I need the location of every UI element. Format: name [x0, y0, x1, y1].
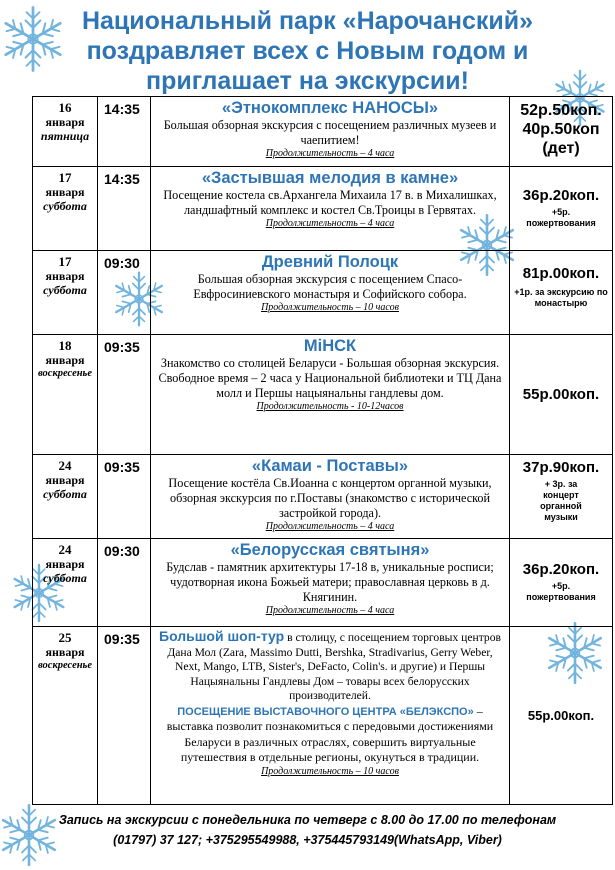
tour-duration: Продолжительность – 10 часов — [261, 302, 399, 313]
time-cell: 14:35 — [98, 97, 151, 167]
table-row — [33, 627, 613, 805]
date-weekday: воскресенье — [37, 368, 93, 379]
price-cell — [510, 251, 613, 335]
price-value: 37р.90коп. — [522, 459, 600, 476]
description-cell — [151, 335, 510, 455]
time-cell: 09:35 — [98, 335, 151, 455]
date-weekday: воскресенье — [37, 660, 93, 671]
price-note: + 3р. за концерт органной музыки — [540, 479, 582, 522]
title-line-3: приглашает на экскурсии! — [146, 67, 469, 95]
table-row — [33, 167, 613, 251]
price-value: (дет) — [542, 140, 580, 157]
date-cell — [33, 539, 98, 627]
expo-description: – выставка позволит познакомиться с передовыми достижениями Беларуси в различных отраслях, совершить виртуальные путешествия в отдельные регионы, окунуться в традиции. — [166, 703, 494, 764]
price-note: +5р. пожертвования — [526, 207, 596, 228]
tour-description: Большая обзорная экскурсия с посещением Спасо-Евфросиниевского монастыря и Софийского собора. — [193, 272, 467, 301]
date-weekday: суббота — [43, 571, 87, 585]
price-value: 55р.00коп. — [527, 707, 595, 723]
tour-title: Большой шоп-тур — [159, 628, 285, 644]
price-cell — [510, 335, 613, 455]
time-cell: 09:30 — [98, 539, 151, 627]
date-month: января — [45, 115, 85, 129]
title-line-1: Национальный парк «Нарочанский» — [81, 7, 534, 35]
tour-title: МіНСК — [303, 337, 357, 355]
date-cell — [33, 627, 98, 805]
tour-title: «Камаи - Поставы» — [251, 457, 409, 475]
price-value: 55р.00коп. — [522, 385, 600, 403]
tour-duration: Продолжительность – 4 часа — [265, 605, 395, 616]
time-cell: 09:35 — [98, 455, 151, 539]
date-day: 16 — [58, 100, 72, 115]
date-day: 25 — [58, 630, 72, 645]
date-weekday: пятница — [40, 129, 90, 143]
price-cell — [510, 167, 613, 251]
date-cell — [33, 251, 98, 335]
price-cell — [510, 455, 613, 539]
footer-line-1: Запись на экскурсии с понедельника по четверг с 8.00 до 17.00 по телефонам — [58, 813, 557, 827]
date-day: 24 — [58, 542, 72, 557]
price-value: 40р.50коп — [522, 121, 600, 138]
date-weekday: суббота — [43, 283, 87, 297]
date-month: января — [45, 557, 85, 571]
date-weekday: суббота — [43, 487, 87, 501]
footer-phones: (01797) 37 127; +375295549988, +375445793149(WhatsApp, Viber) — [113, 833, 502, 847]
price-value: 52р.50коп. — [520, 102, 602, 119]
date-day: 17 — [58, 170, 72, 185]
tour-title: «Белорусская святыня» — [230, 541, 430, 559]
tour-description: Знакомство со столицей Беларуси - Большая обзорная экскурсия. — [160, 356, 500, 370]
date-month: января — [45, 185, 85, 199]
description-cell — [151, 539, 510, 627]
date-cell — [33, 167, 98, 251]
price-value: 81р.00коп. — [522, 265, 600, 282]
tour-duration: Продолжительность – 4 часа — [265, 218, 395, 229]
expo-title: ПОСЕЩЕНИЕ ВЫСТАВОЧНОГО ЦЕНТРА «БЕЛЭКСПО» — [177, 705, 474, 718]
date-cell — [33, 97, 98, 167]
tour-title: «Этнокомплекс НАНОСЫ» — [221, 99, 439, 117]
description-cell — [151, 97, 510, 167]
date-cell — [33, 455, 98, 539]
footer-contacts — [0, 810, 615, 850]
tour-description: Посещение костёла Св.Иоанна с концертом органной музыки, обзорная экскурсия по г.Поставы (знакомство с исторической застройкой города). — [168, 476, 492, 520]
price-cell — [510, 97, 613, 167]
tour-description: Свободное время – 2 часа у Национальной библиотеки и ТЦ Дана молл и Першы нацыянальны гандлевы дом. — [158, 371, 502, 400]
time-cell: 09:30 — [98, 251, 151, 335]
date-month: января — [45, 645, 85, 659]
title-line-2: поздравляет всех с Новым годом и — [86, 37, 529, 65]
tour-title: Древний Полоцк — [261, 253, 399, 271]
date-cell — [33, 335, 98, 455]
tours-table — [32, 96, 613, 805]
tour-description: Большая обзорная экскурсия с посещением различных музеев и чаепитием! — [163, 118, 497, 147]
table-row — [33, 335, 613, 455]
tour-duration: Продолжительность – 4 часа — [265, 148, 395, 159]
date-day: 24 — [58, 458, 72, 473]
price-cell — [510, 627, 613, 805]
tour-description: Будслав - памятник архитектуры 17-18 в, уникальные росписи; чудотворная икона Божьей матери; православная церковь в д. Княгинин. — [166, 560, 494, 604]
tour-description: Посещение костела св.Архангела Михаила 17 в. в Михалишках, ландшафтный комплекс и костел Св.Троицы в Гервятах. — [163, 188, 497, 217]
time-cell: 09:35 — [98, 627, 151, 805]
tour-duration: Продолжительность – 10 часов — [261, 765, 399, 777]
description-cell — [151, 167, 510, 251]
page-title — [0, 6, 615, 96]
price-note: +5р. пожертвования — [526, 581, 596, 602]
tour-description: в столицу, с посещением торговых центров Дана Мол (Zara, Massimo Dutti, Bershka, Stradivarius, Gerry Weber, Next, Mango, LTB, Sister's, DeFacto, Colin's. и другие) и Першы Нацыянальны Гандлевы Дом – товары всех белорусских производителей. — [167, 631, 501, 702]
tour-title: «Застывшая мелодия в камне» — [201, 169, 459, 187]
price-cell — [510, 539, 613, 627]
date-month: января — [45, 269, 85, 283]
table-row — [33, 455, 613, 539]
table-row — [33, 97, 613, 167]
date-day: 17 — [58, 254, 72, 269]
date-weekday: суббота — [43, 199, 87, 213]
time-cell: 14:35 — [98, 167, 151, 251]
description-cell — [151, 627, 510, 805]
price-value: 36р.20коп. — [522, 187, 600, 204]
tour-duration: Продолжительность – 4 часа — [265, 521, 395, 532]
tour-duration: Продолжительность - 10-12часов — [256, 401, 404, 412]
description-cell — [151, 251, 510, 335]
price-note: +1р. за экскурсию по монастырю — [514, 287, 608, 308]
date-day: 18 — [58, 338, 72, 353]
description-cell — [151, 455, 510, 539]
price-value: 36р.20коп. — [522, 561, 600, 578]
date-month: января — [45, 353, 85, 367]
table-row — [33, 539, 613, 627]
table-row — [33, 251, 613, 335]
date-month: января — [45, 473, 85, 487]
